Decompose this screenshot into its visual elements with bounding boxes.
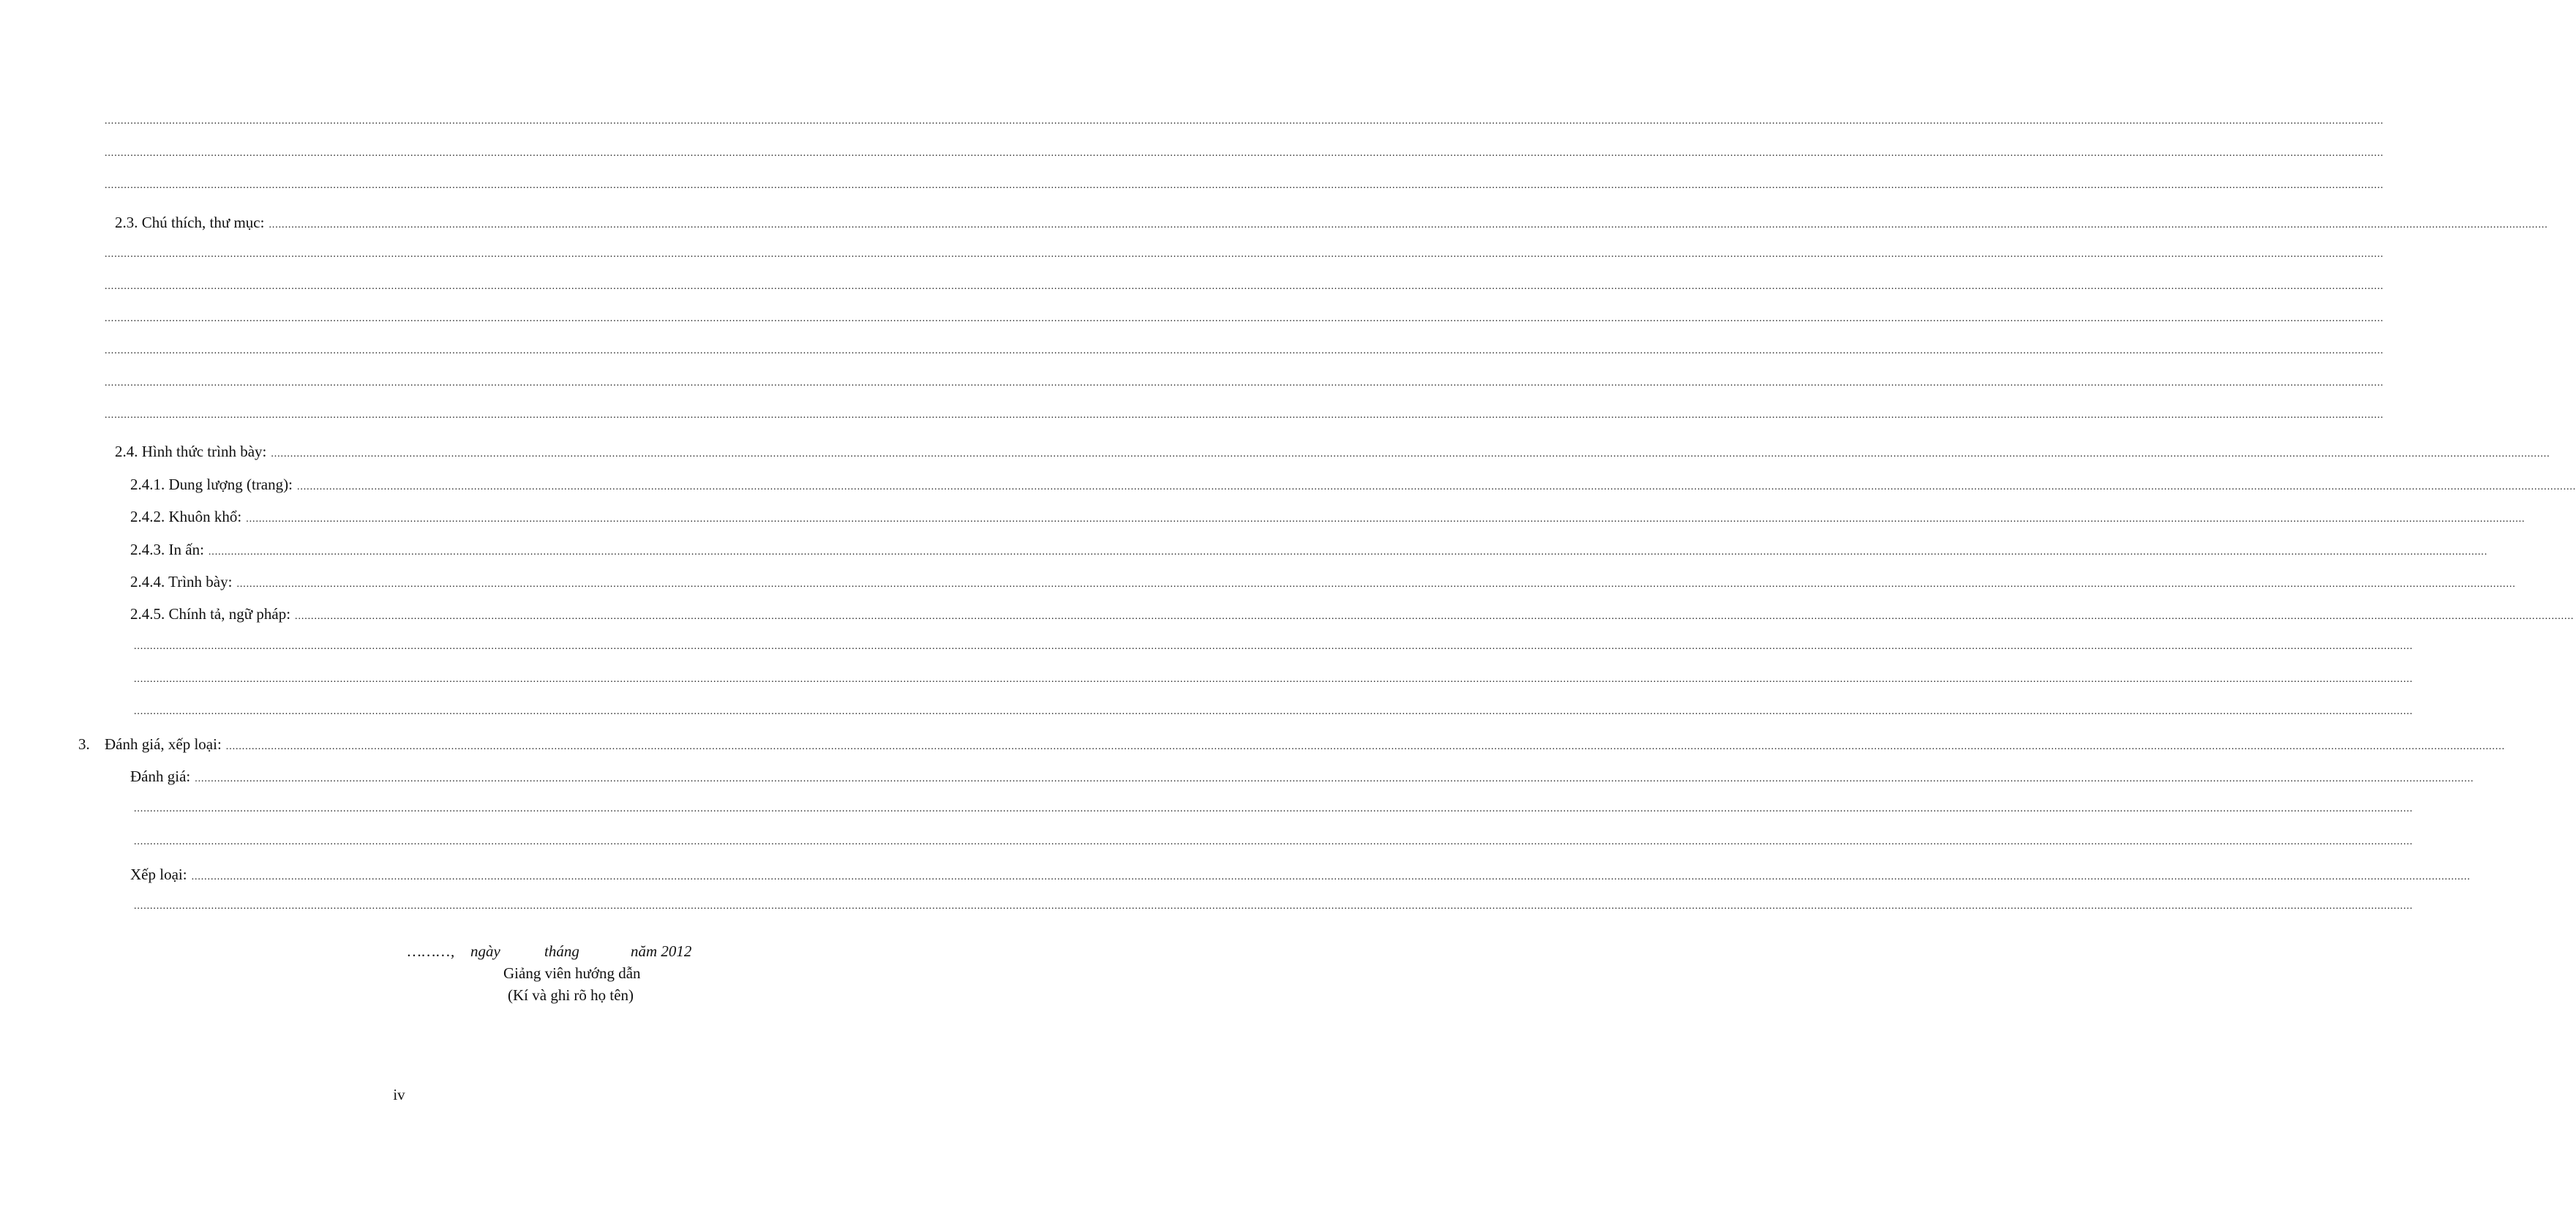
dotted-line xyxy=(105,342,2384,361)
section-2-4-5-line xyxy=(130,604,2575,626)
dot-leader: .................................................................................................................................................................................................................................................................................................................................................................................................................................................................................................................................................................................................................................................................................................................................... xyxy=(105,345,2384,356)
section-2-4-2-line xyxy=(130,507,2526,529)
section-2-4-5-label: 2.4.5. Chính tả, ngữ pháp: xyxy=(130,605,291,623)
dotted-line xyxy=(105,374,2384,393)
dot-leader: .................................................................................................................................................................................................................................................................................................................................................................................................................................................................................................................................................................................................................................................................................................................................... xyxy=(134,641,2414,652)
dotted-line xyxy=(134,833,2414,852)
section-2-3-line xyxy=(115,213,2548,235)
dotted-line xyxy=(105,406,2384,425)
dotted-line xyxy=(134,702,2414,721)
dot-leader: .................................................................................................................................................................................................................................................................................................................................................................................................................................................................................................................................................................................................................................................................................................................................... xyxy=(195,773,2474,784)
signature-role: Giảng viên hướng dẫn xyxy=(503,964,641,982)
xep-loai-label: Xếp loại: xyxy=(130,866,187,883)
dot-leader: .................................................................................................................................................................................................................................................................................................................................................................................................................................................................................................................................................................................................................................................................................................................................... xyxy=(246,514,2526,525)
xep-loai-line xyxy=(130,865,2471,887)
section-3-number: 3. xyxy=(78,735,90,753)
dot-leader: .................................................................................................................................................................................................................................................................................................................................................................................................................................................................................................................................................................................................................................................................................................................................... xyxy=(236,579,2516,590)
dot-leader: .................................................................................................................................................................................................................................................................................................................................................................................................................................................................................................................................................................................................................................................................................................................................... xyxy=(269,220,2548,230)
section-2-4-4-label: 2.4.4. Trình bày: xyxy=(130,573,233,590)
dotted-line xyxy=(105,176,2384,195)
section-2-4-3-line xyxy=(130,540,2488,562)
dot-leader: .................................................................................................................................................................................................................................................................................................................................................................................................................................................................................................................................................................................................................................................................................................................................... xyxy=(271,449,2550,460)
section-2-4-2-label: 2.4.2. Khuôn khổ: xyxy=(130,508,242,525)
dotted-line xyxy=(134,637,2414,656)
dotted-line xyxy=(105,245,2384,264)
dot-leader: .................................................................................................................................................................................................................................................................................................................................................................................................................................................................................................................................................................................................................................................................................................................................... xyxy=(134,836,2414,847)
dot-leader: .................................................................................................................................................................................................................................................................................................................................................................................................................................................................................................................................................................................................................................................................................................................................... xyxy=(105,281,2384,292)
dot-leader: .................................................................................................................................................................................................................................................................................................................................................................................................................................................................................................................................................................................................................................................................................................................................... xyxy=(134,901,2414,912)
dotted-line xyxy=(134,670,2414,689)
section-3-label: Đánh giá, xếp loại: xyxy=(105,735,222,753)
dot-leader: .................................................................................................................................................................................................................................................................................................................................................................................................................................................................................................................................................................................................................................................................................................................................... xyxy=(105,148,2384,159)
dotted-line xyxy=(105,144,2384,163)
signature-nam: năm 2012 xyxy=(631,942,692,960)
section-3-line xyxy=(78,735,2505,757)
dotted-line xyxy=(134,897,2414,916)
section-2-4-3-label: 2.4.3. In ấn: xyxy=(130,541,204,558)
dot-leader: .................................................................................................................................................................................................................................................................................................................................................................................................................................................................................................................................................................................................................................................................................................................................... xyxy=(105,410,2384,421)
dot-leader: .................................................................................................................................................................................................................................................................................................................................................................................................................................................................................................................................................................................................................................................................................................................................... xyxy=(134,706,2414,717)
dotted-line xyxy=(105,112,2384,131)
dot-leader: .................................................................................................................................................................................................................................................................................................................................................................................................................................................................................................................................................................................................................................................................................................................................... xyxy=(225,741,2505,752)
section-2-4-1-line xyxy=(130,475,2576,497)
danh-gia-label: Đánh giá: xyxy=(130,768,191,785)
signature-place-dots: ………, xyxy=(408,942,456,960)
section-2-3-label: 2.3. Chú thích, thư mục: xyxy=(115,214,265,231)
page-number: iv xyxy=(393,1086,405,1103)
dot-leader: .................................................................................................................................................................................................................................................................................................................................................................................................................................................................................................................................................................................................................................................................................................................................... xyxy=(105,378,2384,389)
dotted-line xyxy=(134,800,2414,819)
dot-leader: .................................................................................................................................................................................................................................................................................................................................................................................................................................................................................................................................................................................................................................................................................................................................... xyxy=(296,481,2576,492)
danh-gia-line xyxy=(130,767,2474,789)
signature-ngay: ngày xyxy=(470,942,500,960)
signature-note: (Kí và ghi rõ họ tên) xyxy=(508,986,634,1004)
section-2-4-line xyxy=(115,442,2550,464)
dot-leader: .................................................................................................................................................................................................................................................................................................................................................................................................................................................................................................................................................................................................................................................................................................................................... xyxy=(295,611,2575,622)
section-2-4-1-label: 2.4.1. Dung lượng (trang): xyxy=(130,476,293,493)
section-2-4-label: 2.4. Hình thức trình bày: xyxy=(115,443,267,460)
dot-leader: .................................................................................................................................................................................................................................................................................................................................................................................................................................................................................................................................................................................................................................................................................................................................... xyxy=(208,547,2488,558)
dotted-line xyxy=(105,310,2384,329)
dot-leader: .................................................................................................................................................................................................................................................................................................................................................................................................................................................................................................................................................................................................................................................................................................................................... xyxy=(105,249,2384,260)
dot-leader: .................................................................................................................................................................................................................................................................................................................................................................................................................................................................................................................................................................................................................................................................................................................................... xyxy=(191,871,2471,882)
dot-leader: .................................................................................................................................................................................................................................................................................................................................................................................................................................................................................................................................................................................................................................................................................................................................... xyxy=(105,313,2384,324)
dot-leader: .................................................................................................................................................................................................................................................................................................................................................................................................................................................................................................................................................................................................................................................................................................................................... xyxy=(105,116,2384,127)
dot-leader: .................................................................................................................................................................................................................................................................................................................................................................................................................................................................................................................................................................................................................................................................................................................................... xyxy=(105,180,2384,191)
dotted-line xyxy=(105,277,2384,296)
dot-leader: .................................................................................................................................................................................................................................................................................................................................................................................................................................................................................................................................................................................................................................................................................................................................... xyxy=(134,803,2414,814)
dot-leader: .................................................................................................................................................................................................................................................................................................................................................................................................................................................................................................................................................................................................................................................................................................................................... xyxy=(134,674,2414,685)
signature-thang: tháng xyxy=(544,942,579,960)
section-2-4-4-line xyxy=(130,572,2516,594)
